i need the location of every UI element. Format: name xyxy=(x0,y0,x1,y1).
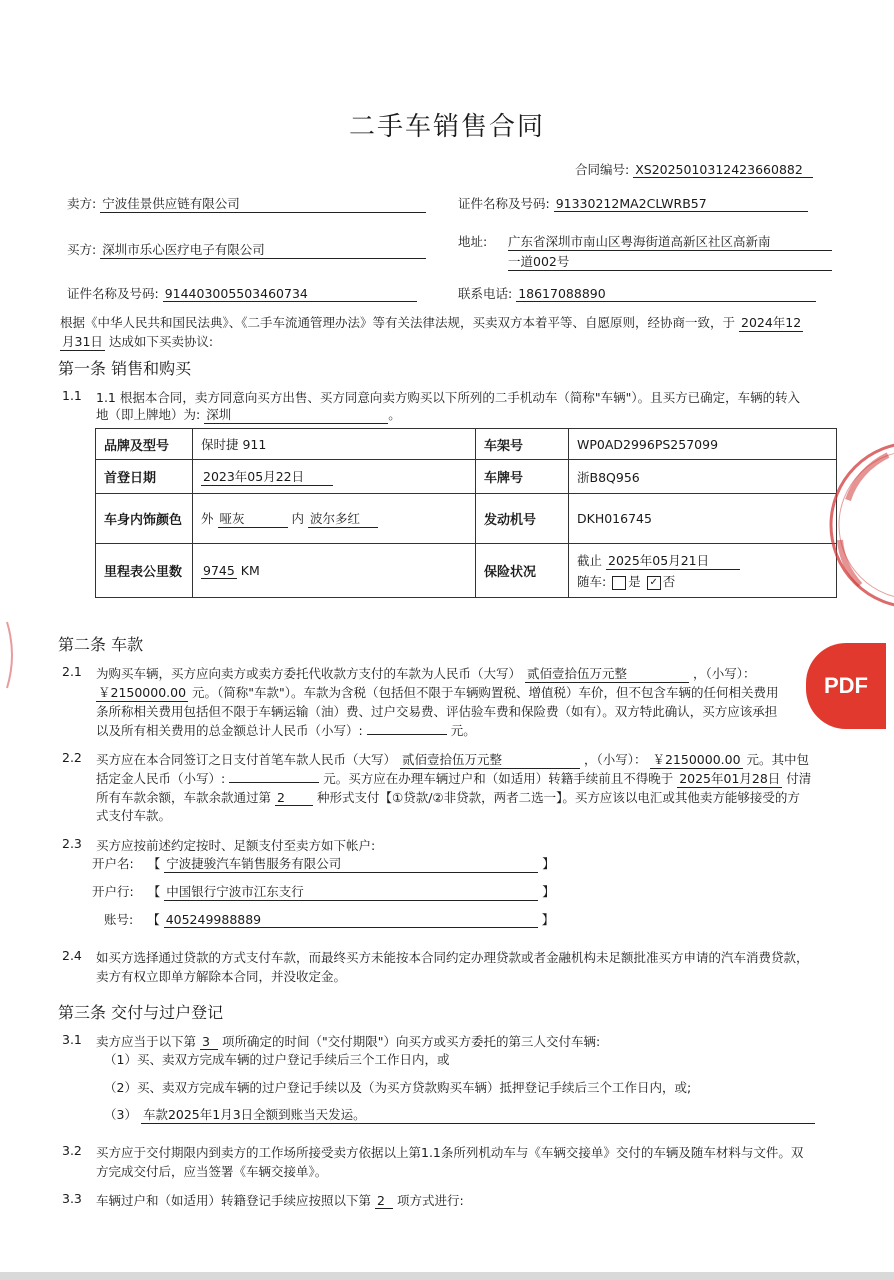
checkbox-yes[interactable] xyxy=(612,576,626,590)
account-no-label: 账号: xyxy=(104,912,134,927)
clause-2-1-line-3: 条所称相关费用包括但不限于车辆运输（油）费、过户交易费、评估验车费和保险费（如有）。双方特此确认，买方应该承担 xyxy=(96,704,778,719)
clause-3-2-no: 3.2 xyxy=(62,1143,82,1158)
clause-2-2-text-f: 付清 xyxy=(786,771,812,786)
payment-method-number: 2 xyxy=(275,790,313,806)
account-no: 405249988889 xyxy=(164,912,538,928)
contract-no: XS2025010312423660882 xyxy=(633,162,813,178)
clause-3-1-text: 卖方应当于以下第 xyxy=(96,1034,197,1049)
vin-value: WP0AD2996PS257099 xyxy=(569,429,837,460)
clause-2-4-line-1: 如买方选择通过贷款的方式支付车款，而最终买方未能按本合同约定办理贷款或者金融机构未足额批准买方申请的汽车消费贷款， xyxy=(96,950,809,965)
color-key: 车身内饰颜色 xyxy=(96,494,193,544)
bottom-scroll-edge xyxy=(0,1272,894,1280)
clause-3-2-line-2: 方完成交付后，应当签署《车辆交接单》。 xyxy=(96,1164,328,1179)
account-bank-label: 开户行: xyxy=(92,884,134,899)
clause-2-1-line-4 xyxy=(96,721,476,739)
first-payment-uppercase: 贰佰壹拾伍万元整 xyxy=(400,750,580,769)
contract-no-row xyxy=(575,160,813,178)
mileage-value: 9745 xyxy=(203,562,235,578)
contract-title: 二手车销售合同 xyxy=(348,112,545,142)
buyer-id-label: 证件名称及号码: xyxy=(67,286,159,301)
clause-2-1-no: 2.1 xyxy=(62,664,82,679)
clause-2-2-text-e: 元。买方应在办理车辆过户和（如适用）转籍手续前且不得晚于 xyxy=(323,771,674,786)
destination-city: 深圳 xyxy=(204,405,388,424)
clause-2-1-line-1 xyxy=(96,664,756,683)
buyer-name: 深圳市乐心医疗电子有限公司 xyxy=(100,240,426,259)
mileage-key: 里程表公里数 xyxy=(96,544,193,598)
delivery-option-2: （2）买、卖双方完成车辆的过户登记手续以及（为买方贷款购买车辆）抵押登记手续后三个工作日内，或; xyxy=(104,1080,692,1095)
table-row xyxy=(96,494,837,544)
clause-2-1-text-d: 以及所有相关费用的总金额总计人民币（小写）: xyxy=(96,723,363,738)
payoff-date: 2025年01月28日 xyxy=(679,771,781,786)
address-line-1: 广东省深圳市南山区粤海街道高新区社区高新南 xyxy=(508,232,832,251)
bracket-left: 【 xyxy=(147,912,160,927)
plate-value: 浙B8Q956 xyxy=(569,460,837,494)
clause-2-1-text-e: 元。 xyxy=(450,723,476,738)
engine-key: 发动机号 xyxy=(476,494,569,544)
vehicle-table xyxy=(95,428,837,598)
checkbox-no-label: 否 xyxy=(662,574,676,589)
buyer-label: 买方: xyxy=(67,242,97,257)
clause-2-2-line-2 xyxy=(96,769,811,788)
clause-2-4-line-2: 卖方有权立即单方解除本合同，并没收定金。 xyxy=(96,969,347,984)
engine-value: DKH016745 xyxy=(569,494,837,544)
phone-label: 联系电话: xyxy=(458,286,513,301)
clause-2-1-text-c: 元。（简称"车款"）。车款为含税（包括但不限于车辆购置税、增值税）车价，但不包含车辆的任何相关费用 xyxy=(192,685,779,700)
seller-label: 卖方: xyxy=(67,196,97,211)
table-row xyxy=(96,460,837,494)
vin-key: 车架号 xyxy=(476,429,569,460)
checkbox-no[interactable]: ✓ xyxy=(647,576,661,590)
account-bank: 中国银行宁波市江东支行 xyxy=(164,882,538,901)
buyer-id: 914403005503460734 xyxy=(163,286,417,302)
clause-3-3-text: 车辆过户和（如适用）转籍登记手续应按照以下第 xyxy=(96,1193,372,1208)
company-seal-icon xyxy=(818,430,894,620)
intro-text-2: 达成如下买卖协议: xyxy=(108,334,214,349)
seller-id-label: 证件名称及号码: xyxy=(458,196,550,211)
price-uppercase: 贰佰壹拾伍万元整 xyxy=(525,664,689,683)
seller-id: 91330212MA2CLWRB57 xyxy=(554,196,808,212)
address-line-2: 一道002号 xyxy=(508,252,832,271)
clause-2-2-line-1 xyxy=(96,750,809,769)
intro-text: 根据《中华人民共和国民法典》、《二手车流通管理办法》等有关法律法规，买卖双方本着平等、自愿原则，经协商一致，于 xyxy=(60,315,736,330)
clause-1-1-text: 地（即上牌地）为: xyxy=(96,407,201,422)
bracket-right: 】 xyxy=(542,884,555,899)
clause-2-2-text: 买方应在本合同签订之日支付首笔车款人民币（大写） xyxy=(96,752,397,767)
account-name-row xyxy=(92,854,555,873)
clause-2-2-line-3 xyxy=(96,788,800,806)
clause-3-3-no: 3.3 xyxy=(62,1191,82,1206)
table-row xyxy=(96,544,837,598)
clause-1-1-no: 1.1 xyxy=(62,388,82,403)
plate-key: 车牌号 xyxy=(476,460,569,494)
clause-2-2-line-4: 式支付车款。 xyxy=(96,808,172,823)
clause-2-3-line-1: 买方应按前述约定按时、足额支付至卖方如下帐户: xyxy=(96,838,376,853)
first-payment-amount: ￥2150000.00 xyxy=(652,752,741,767)
delivery-option-3 xyxy=(104,1105,815,1124)
buyer-id-row xyxy=(67,284,417,302)
clause-2-2-text-c: 元。其中包 xyxy=(746,752,810,767)
delivery-option-number: 3 xyxy=(200,1034,218,1050)
clause-3-1-text-b: 项所确定的时间（"交付期限"）向买方或买方委托的第三人交付车辆: xyxy=(221,1034,601,1049)
seal-edge-icon xyxy=(4,620,18,690)
clause-2-2-text-d: 括定金人民币（小写）: xyxy=(96,771,226,786)
clause-2-4-no: 2.4 xyxy=(62,948,82,963)
bracket-left: 【 xyxy=(147,884,161,899)
clause-2-1-text: 为购买车辆，买方应向卖方或卖方委托代收款方支付的车款为人民币（大写） xyxy=(96,666,522,681)
table-row xyxy=(96,429,837,460)
clause-3-3-line-1 xyxy=(96,1191,464,1209)
reg-date-cell xyxy=(193,460,476,494)
price-amount: ￥2150000.00 xyxy=(98,685,187,700)
phone-row xyxy=(458,284,816,302)
clause-2-2-text-h: 种形式支付【①贷款/②非贷款，两者二选一】。买方应该以电汇或其他卖方能够接受的方 xyxy=(316,790,800,805)
contract-no-label: 合同编号: xyxy=(575,162,630,177)
insurance-cell xyxy=(569,544,837,598)
color-out: 哑灰 xyxy=(218,509,288,528)
account-bank-row xyxy=(92,882,555,901)
seller-id-row xyxy=(458,194,808,212)
checkbox-yes-label: 是 xyxy=(628,574,641,589)
account-name: 宁波捷骏汽车销售服务有限公司 xyxy=(164,854,538,873)
insurance-key: 保险状况 xyxy=(476,544,569,598)
clause-3-1-no: 3.1 xyxy=(62,1032,82,1047)
insurance-until-label: 截止 xyxy=(577,553,603,568)
pdf-button[interactable]: PDF xyxy=(806,643,886,729)
color-out-label: 外 xyxy=(201,511,214,526)
seller-name: 宁波佳景供应链有限公司 xyxy=(100,194,426,213)
clause-2-1-line-2 xyxy=(96,683,779,702)
delivery-option-3-label: （3） xyxy=(104,1107,137,1122)
brand-value: 保时捷 911 xyxy=(193,429,476,460)
clause-1-1-line-2: 地（即上牌地）为: 深圳 。 xyxy=(96,407,401,422)
delivery-option-1: （1）买、卖双方完成车辆的过户登记手续后三个工作日内，或 xyxy=(104,1052,450,1067)
mileage-unit: KM xyxy=(240,562,260,578)
clause-1-1-line-1: 1.1 根据本合同，卖方同意向买方出售、买方同意向卖方购买以下所列的二手机动车（简称"车辆"）。且买方已确定，车辆的转入 xyxy=(96,390,801,405)
account-name-label: 开户名: xyxy=(92,856,134,871)
bracket-right: 】 xyxy=(541,912,555,927)
clause-2-2-text-b: ，（小写）： xyxy=(583,752,647,767)
address-label: 地址: xyxy=(458,234,488,249)
brand-key: 品牌及型号 xyxy=(96,429,193,460)
section-1-title: 第一条 销售和购买 xyxy=(58,359,192,378)
intro-date-a: 2024年12 xyxy=(741,315,802,330)
clause-2-1-text-b: ，（小写）： xyxy=(692,666,756,681)
clause-2-2-text-g: 所有车款余额，车款余款通过第 xyxy=(96,790,272,805)
clause-2-3-no: 2.3 xyxy=(62,836,82,851)
transfer-option-number: 2 xyxy=(375,1193,393,1209)
section-3-title: 第三条 交付与过户登记 xyxy=(58,1003,224,1022)
seller-row xyxy=(67,194,426,213)
intro-line-2 xyxy=(60,332,213,351)
reg-date-value: 2023年05月22日 xyxy=(201,467,333,486)
account-no-row xyxy=(104,910,554,928)
clause-2-2-no: 2.2 xyxy=(62,750,82,765)
intro-line-1 xyxy=(60,313,803,332)
intro-date-b: 月31日 xyxy=(62,334,103,349)
insurance-until: 2025年05月21日 xyxy=(606,551,740,570)
color-cell xyxy=(193,494,476,544)
clause-3-2-line-1: 买方应于交付期限内到卖方的工作场所接受卖方依据以上第1.1条所列机动车与《车辆交接单》交付的车辆及随车材料与文件。双 xyxy=(96,1145,804,1160)
phone: 18617088890 xyxy=(516,286,816,302)
clause-3-3-text-b: 项方式进行: xyxy=(396,1193,464,1208)
insurance-with-label: 随车: xyxy=(577,574,607,589)
clause-3-1-line-1 xyxy=(96,1032,600,1050)
bracket-right: 】 xyxy=(542,856,555,871)
color-in: 波尔多红 xyxy=(308,509,378,528)
section-2-title: 第二条 车款 xyxy=(58,635,144,654)
color-in-label: 内 xyxy=(291,511,304,526)
reg-date-key: 首登日期 xyxy=(96,460,193,494)
bracket-left: 【 xyxy=(147,856,161,871)
buyer-row xyxy=(67,240,426,259)
mileage-cell xyxy=(193,544,476,598)
delivery-option-3-text: 车款2025年1月3日全额到账当天发运。 xyxy=(141,1105,815,1124)
